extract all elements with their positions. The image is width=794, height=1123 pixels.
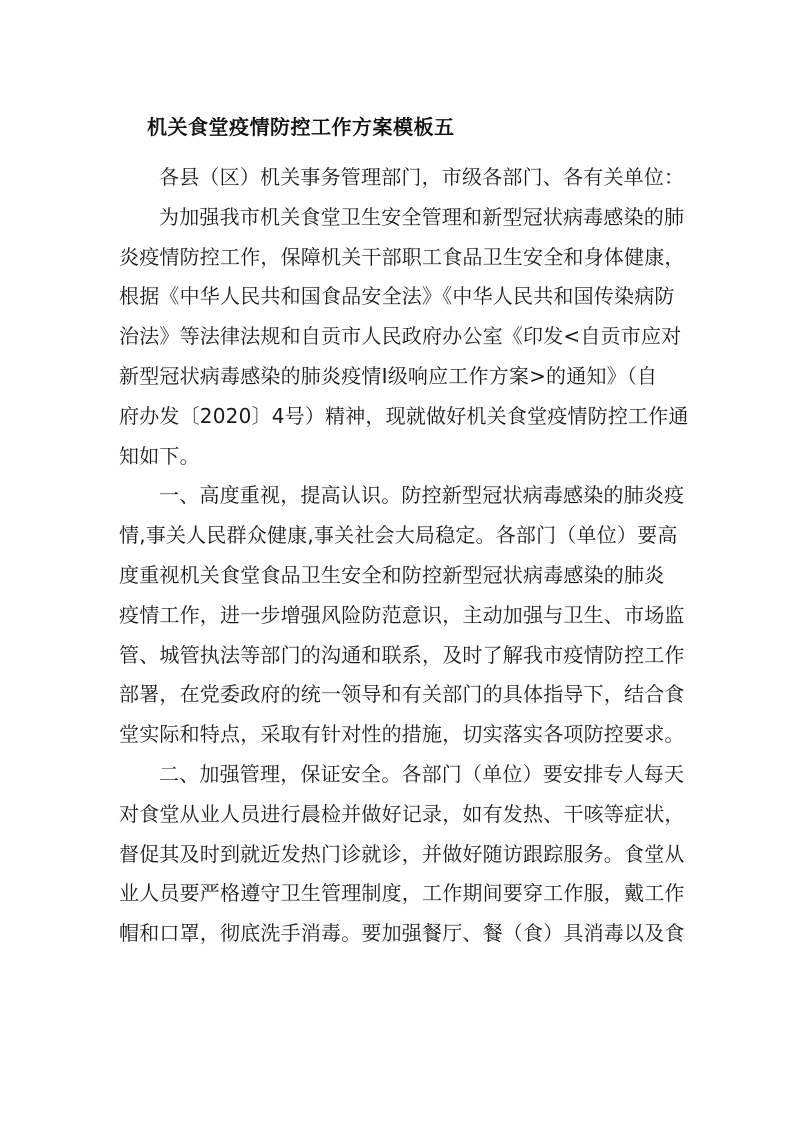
text-line: 知如下。	[119, 443, 200, 468]
salutation-paragraph	[119, 158, 685, 198]
text-line: 炎疫情防控工作，保障机关干部职工食品卫生安全和身体健康，	[119, 244, 685, 269]
text-line: 府办发〔2020〕4号）精神，现就做好机关食堂疫情防控工作通	[119, 403, 689, 428]
text-line: 一、高度重视，提高认识。防控新型冠状病毒感染的肺炎疫	[159, 483, 685, 508]
text-line: 根据《中华人民共和国食品安全法》《中华人民共和国传染病防	[119, 284, 675, 309]
text-line: 各县（区）机关事务管理部门，市级各部门、各有关单位：	[159, 165, 685, 189]
text-line: 堂实际和特点，采取有针对性的措施，切实落实各项防控要求。	[119, 722, 685, 747]
text-line: 度重视机关食堂食品卫生安全和防控新型冠状病毒感染的肺炎	[119, 562, 665, 587]
document-title: 机关食堂疫情防控工作方案模板五	[147, 115, 455, 139]
text-line: 管、城管执法等部门的沟通和联系，及时了解我市疫情防控工作	[119, 642, 685, 667]
document-body	[119, 158, 689, 954]
text-line: 部署，在党委政府的统一领导和有关部门的具体指导下，结合食	[119, 682, 685, 707]
text-line: 为加强我市机关食堂卫生安全管理和新型冠状病毒感染的肺	[159, 204, 685, 229]
section-one-paragraph	[119, 476, 685, 755]
text-line: 新型冠状病毒感染的肺炎疫情Ⅰ级响应工作方案>的通知》（自	[119, 363, 658, 388]
section-two-paragraph	[119, 755, 685, 954]
text-line: 业人员要严格遵守卫生管理制度，工作期间要穿工作服，戴工作	[119, 881, 685, 906]
text-line: 二、加强管理，保证安全。各部门（单位）要安排专人每天	[159, 761, 685, 786]
text-line: 情,事关人民群众健康,事关社会大局稳定。各部门（单位）要高	[119, 523, 678, 548]
text-line: 治法》等法律法规和自贡市人民政府办公室《印发<自贡市应对	[119, 324, 682, 349]
text-line: 疫情工作，进一步增强风险防范意识，主动加强与卫生、市场监	[119, 602, 685, 627]
text-line: 督促其及时到就近发热门诊就诊，并做好随访跟踪服务。食堂从	[119, 841, 685, 866]
text-line: 对食堂从业人员进行晨检并做好记录，如有发热、干咳等症状，	[119, 801, 685, 826]
text-line: 帽和口罩，彻底洗手消毒。要加强餐厅、餐（食）具消毒以及食	[119, 921, 685, 946]
intro-paragraph	[119, 198, 689, 477]
